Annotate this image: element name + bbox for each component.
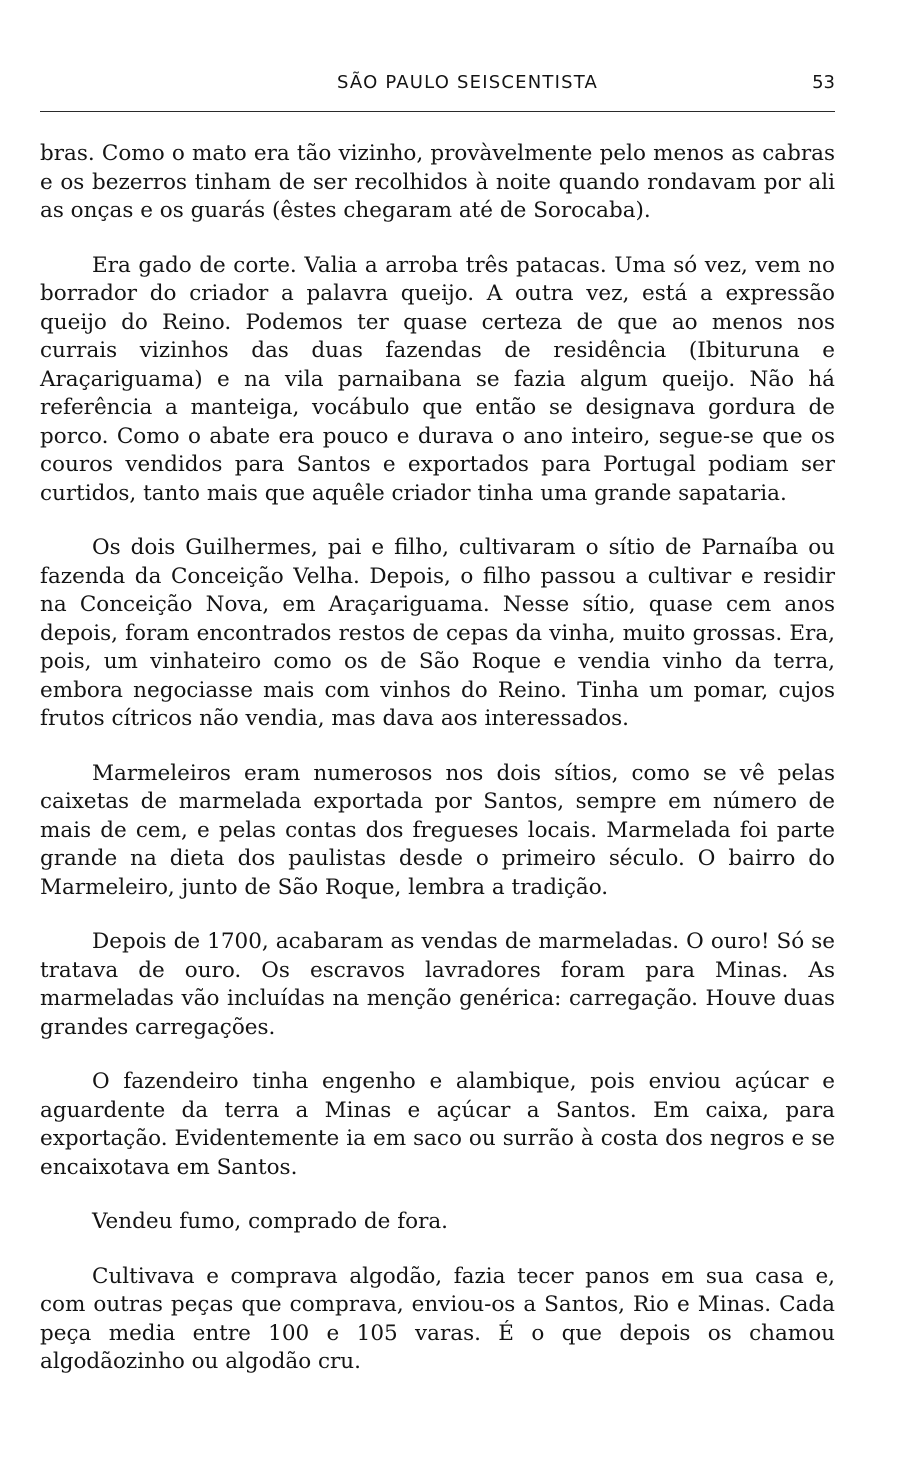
- running-header: [40, 72, 835, 106]
- body-text: [40, 140, 835, 1403]
- page-number: 53: [812, 72, 835, 93]
- paragraph-algodao: Cultivava e comprava algodão, fazia tecer panos em sua casa e, com outras peças que comprava, enviou-os a Santos, Rio e Minas. Cada peça media entre 100 e 105 varas. É o que depois os chamou algodãozinho ou algodão cru.: [40, 1263, 835, 1374]
- header-rule: [40, 111, 835, 112]
- paragraph-gado-de-corte: Era gado de corte. Valia a arroba três patacas. Uma só vez, vem no borrador do criador a palavra queijo. A outra vez, está a expressão queijo do Reino. Podemos ter quase certeza de que ao menos nos currais vizinhos das duas fazendas de residência (Ibituruna e Araçariguama) e na vila parnaibana se fazia algum queijo. Não há referência a manteiga, vocábulo que então se designava gordura de porco. Como o abate era pouco e durava o ano inteiro, segue-se que os couros vendidos para Santos e exportados para Portugal podiam ser curtidos, tanto mais que aquêle criador tinha uma grande sapataria.: [40, 252, 835, 506]
- paragraph-fumo: Vendeu fumo, comprado de fora.: [92, 1209, 449, 1234]
- paragraph-guilhermes: Os dois Guilhermes, pai e filho, cultivaram o sítio de Parnaíba ou fazenda da Conceição Velha. Depois, o filho passou a cultivar e residir na Conceição Nova, em Araçariguama. Nesse sítio, quase cem anos depois, foram encontrados restos de cepas da vinha, muito grossas. Era, pois, um vinhateiro como os de São Roque e vendia vinho da terra, embora negociasse mais com vinhos do Reino. Tinha um pomar, cujos frutos cítricos não vendia, mas dava aos interessados.: [40, 535, 835, 731]
- paragraph-fazendeiro: O fazendeiro tinha engenho e alambique, pois enviou açúcar e aguardente da terra a Minas e açúcar a Santos. Em caixa, para exportação. Evidentemente ia em saco ou surrão à costa dos negros e se encaixotava em Santos.: [40, 1069, 835, 1180]
- running-title: SÃO PAULO SEISCENTISTA: [336, 72, 599, 93]
- paragraph-continued: bras. Como o mato era tão vizinho, provàvelmente pelo menos as cabras e os bezerros tinham de ser recolhidos à noite quando rondavam por ali as onças e os guarás (êstes chegaram até de Sorocaba).: [40, 141, 835, 223]
- paragraph-depois-de-1700: Depois de 1700, acabaram as vendas de marmeladas. O ouro! Só se tratava de ouro. Os escravos lavradores foram para Minas. As marmeladas vão incluídas na menção genérica: carregação. Houve duas grandes carregações.: [40, 929, 835, 1040]
- paragraph-marmeleiros: Marmeleiros eram numerosos nos dois sítios, como se vê pelas caixetas de marmelada exportada por Santos, sempre em número de mais de cem, e pelas contas dos fregueses locais. Marmelada foi parte grande na dieta dos paulistas desde o primeiro século. O bairro do Marmeleiro, junto de São Roque, lembra a tradição.: [40, 760, 835, 900]
